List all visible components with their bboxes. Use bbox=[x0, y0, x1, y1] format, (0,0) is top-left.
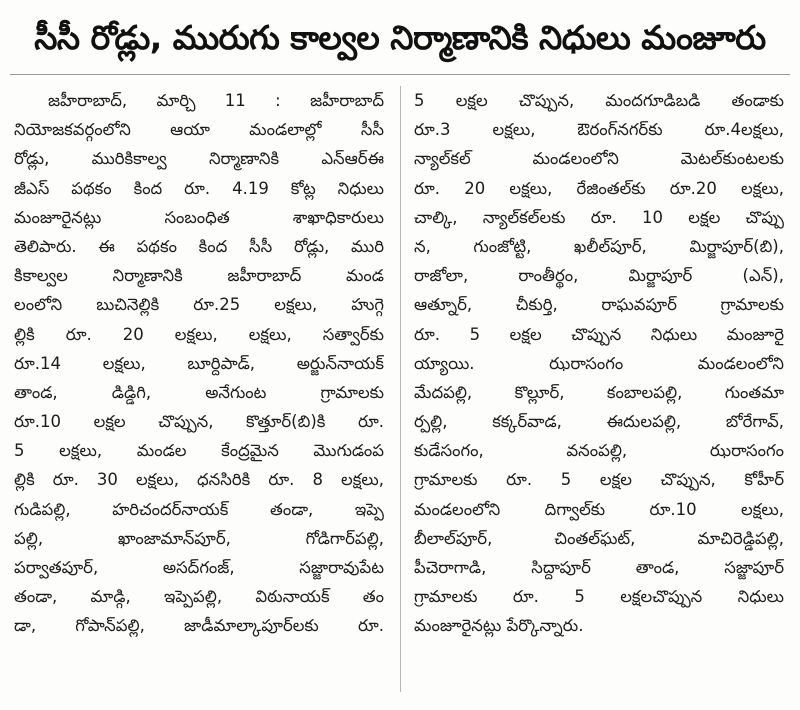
article-line: మండలంలోని దిగ్వాల్‌కు రూ.10 లక్షలు, bbox=[414, 499, 784, 519]
article-line: పర్వాతపూర్, అసద్‌గంజ్, సజ్జారావుపేట bbox=[14, 558, 384, 577]
article-line: కికాల్వల నిర్మాణానికి జహీరాబాద్ మండ bbox=[14, 266, 384, 286]
article-line: రోడ్లు, మురికికాల్వ నిర్మాణానికి ఎన్ఆర్ఈ bbox=[14, 149, 384, 169]
article-line: న, గుంజోట్టి, ఖలీల్‌పూర్, మిర్జాపూర్(బి), bbox=[414, 236, 784, 256]
article-line: తాండ, డిడ్డిగి, అనేగుంట గ్రామాలకు bbox=[14, 382, 384, 402]
article-line: రూ.3 లక్షలు, ఔరంగ్‌నగర్‌కు రూ.4లక్షలు, bbox=[414, 120, 784, 140]
article-line: ల్లికి రూ. 30 లక్షలు, ధనసిరికి రూ. 8 లక్షలు, bbox=[14, 470, 384, 490]
headline: సీసీ రోడ్లు, మురుగు కాల్వల నిర్మాణానికి నిధులు మంజూరు bbox=[34, 18, 766, 57]
article-line: మంజూరైనట్లు పేర్కొన్నారు. bbox=[414, 616, 584, 636]
article-line: బీలాల్‌పూర్, చింతల్‌ఘట్, మాచిరెడ్డిపల్లి, bbox=[414, 528, 784, 548]
article-column-right bbox=[414, 86, 784, 698]
article-line: గ్రామాలకు రూ. 5 లక్షల చొప్పున, కోహీర్ bbox=[414, 470, 784, 490]
article-line: డా, గోపాన్‌పల్లి, జాడీమాల్కాపూర్‌లకు రూ. bbox=[14, 616, 384, 636]
article-line: య్యాయి. ఝరాసంగం మండలంలోని bbox=[414, 353, 784, 373]
article-line: జహీరాబాద్, మార్చి 11 : జహీరాబాద్ bbox=[48, 91, 384, 110]
article-line: కుడేసంగం, వనంపల్లి, ఝరాసంగం bbox=[414, 441, 784, 461]
article-line: 5 లక్షలు, మండల కేంద్రమైన మొగుడంప bbox=[14, 441, 384, 461]
article-line: పల్లి, ఖాంజామాన్‌పూర్, గోడిగార్‌పల్లి, bbox=[14, 528, 384, 548]
article-line: చాల్కి, న్యాల్‌కల్‌లకు రూ. 10 లక్షల చొప్పు bbox=[414, 207, 784, 227]
article-line: రూ. 20 లక్షలు, రేజింతల్‌కు రూ.20 లక్షలు, bbox=[414, 178, 784, 198]
article-line: 5 లక్షల చొప్పున, మందగూడిబడి తండాకు bbox=[414, 91, 784, 110]
article-line: రాజోలా, రాంతీర్థం, మిర్జాపూర్ (ఎన్), bbox=[414, 266, 784, 286]
article-line: రూ.14 లక్షలు, బూర్దిపాడ్, అర్జున్‌నాయక్ bbox=[14, 353, 384, 373]
article-line: రూ.10 లక్షల చొప్పున, కొత్తూర్(బి)కి రూ. bbox=[14, 412, 384, 432]
article-line: మేదపల్లి, కొల్లూర్, కంబాలపల్లి, గుంతమా bbox=[414, 382, 784, 402]
article-line: పీచెరాగాడి, సిద్దాపూర్ తాండ, సజ్జాపూర్ bbox=[414, 558, 784, 577]
article-line: లంలోని బుచినెల్లికి రూ.25 లక్షలు, హుగ్గె bbox=[14, 295, 384, 315]
article-line: గుడిపల్లి, హరిచందర్‌నాయక్ తండా, ఇప్పె bbox=[14, 499, 384, 519]
article-line: రూ. 5 లక్షల చొప్పున నిధులు మంజూరై bbox=[414, 324, 784, 344]
article-line: తండా, మాడ్గి, ఇప్పెపల్లి, విఠునాయక్ తం bbox=[14, 587, 384, 607]
article-line: న్యాల్‌కల్ మండలంలోని మెటల్‌కుంటలకు bbox=[414, 149, 784, 169]
article-line: తెలిపారు. ఈ పథకం కింద సీసీ రోడ్లు, మురి bbox=[14, 236, 384, 256]
article-line: ర్పల్లి, కక్కర్‌వాడ, ఈదులపల్లి, బోరేగావ్, bbox=[414, 412, 784, 432]
article-line: నియోజకవర్గంలోని ఆయా మండలాల్లో సీసీ bbox=[14, 120, 384, 140]
article-line: జీఎస్ పథకం కింద రూ. 4.19 కోట్ల నిధులు bbox=[14, 178, 384, 198]
article-column-left bbox=[14, 86, 384, 698]
article-line: గ్రామాలకు రూ. 5 లక్షలచొప్పున నిధులు bbox=[414, 587, 784, 607]
headline-rule bbox=[10, 74, 790, 75]
article-line: ల్లికి రూ. 20 లక్షలు, లక్షలు, సత్వార్‌కు bbox=[14, 324, 384, 344]
column-divider bbox=[400, 86, 401, 692]
article-line: మంజూరైనట్లు సంబంధిత శాఖాధికారులు bbox=[14, 207, 384, 227]
article-line: ఆత్నూర్, చీకుర్తి, రాఘవపూర్ గ్రామాలకు bbox=[414, 295, 784, 315]
